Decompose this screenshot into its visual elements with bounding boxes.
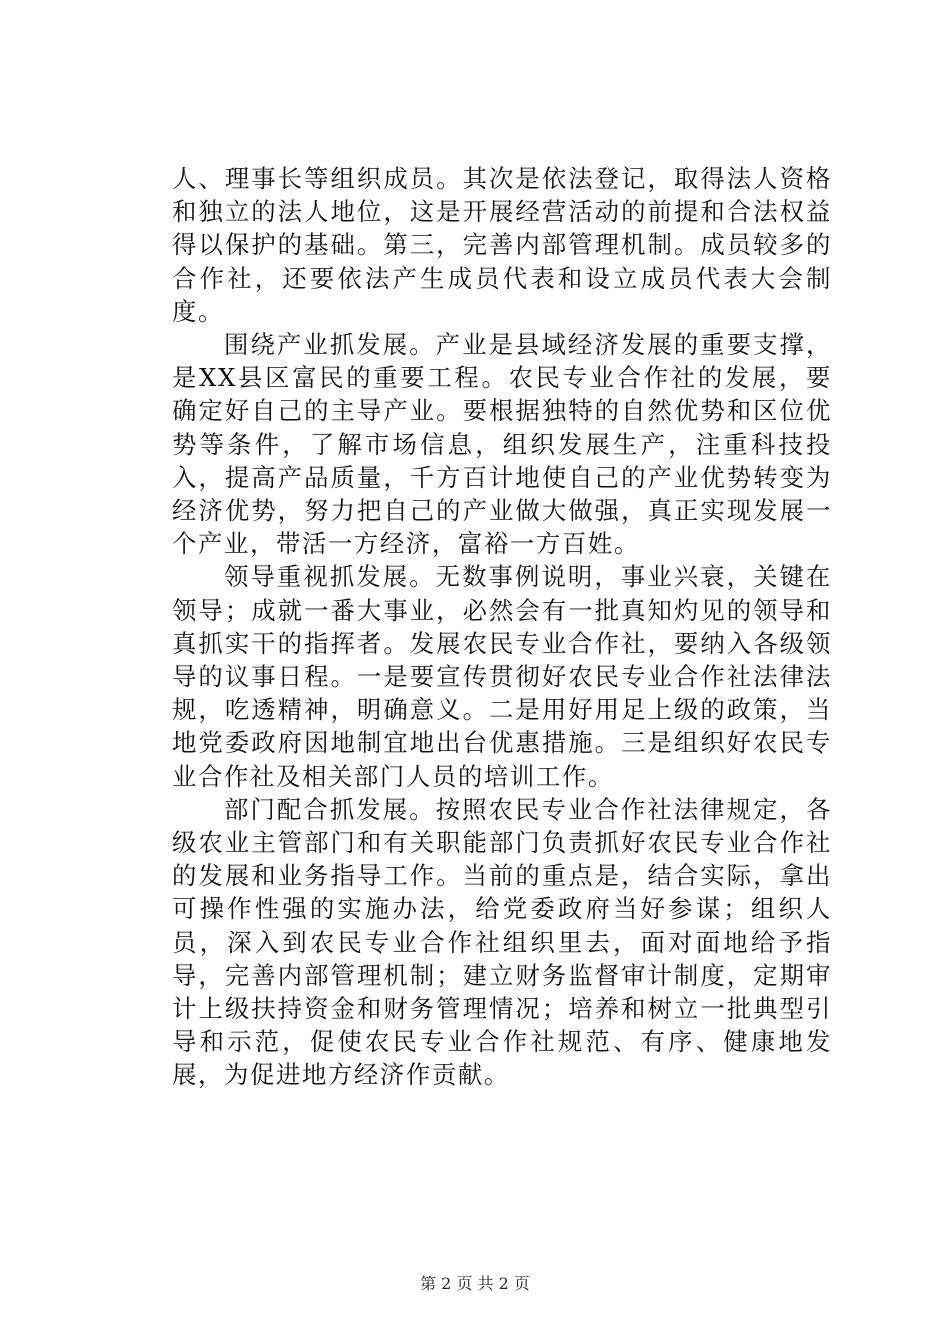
paragraph-continuation: 人、理事长等组织成员。其次是依法登记，取得法人资格和独立的法人地位，这是开展经营活动的前提和合法权益得以保护的基础。第三，完善内部管理机制。成员较多的合作社，还要依法产生成员代表和设立成员代表大会制度。	[172, 164, 832, 326]
paragraph-industry-development: 围绕产业抓发展。产业是县域经济发展的重要支撑，是XX县区富民的重要工程。农民专业合作社的发展，要确定好自己的主导产业。要根据独特的自然优势和区位优势等条件，了解市场信息，组织发展生产，注重科技投入，提高产品质量，千方百计地使自己的产业优势转变为经济优势，努力把自己的产业做大做强，真正实现发展一个产业，带活一方经济，富裕一方百姓。	[172, 330, 832, 559]
paragraph-department-cooperation: 部门配合抓发展。按照农民专业合作社法律规定，各级农业主管部门和有关职能部门负责抓好农民专业合作社的发展和业务指导工作。当前的重点是，结合实际，拿出可操作性强的实施办法，给党委政府当好参谋；组织人员，深入到农民专业合作社组织里去，面对面地给予指导，完善内部管理机制；建立财务监督审计制度，定期审计上级扶持资金和财务管理情况；培养和树立一批典型引导和示范，促使农民专业合作社规范、有序、健康地发展，为促进地方经济作贡献。	[172, 794, 832, 1090]
paragraph-leadership-emphasis: 领导重视抓发展。无数事例说明，事业兴衰，关键在领导；成就一番大事业，必然会有一批真知灼见的领导和真抓实干的指挥者。发展农民专业合作社，要纳入各级领导的议事日程。一是要宣传贯彻好农民专业合作社法律法规，吃透精神，明确意义。二是用好用足上级的政策，当地党委政府因地制宜地出台优惠措施。三是组织好农民专业合作社及相关部门人员的培训工作。	[172, 562, 832, 791]
page-number-footer: 第 2 页 共 2 页	[420, 1274, 530, 1293]
document-body	[172, 162, 832, 1092]
